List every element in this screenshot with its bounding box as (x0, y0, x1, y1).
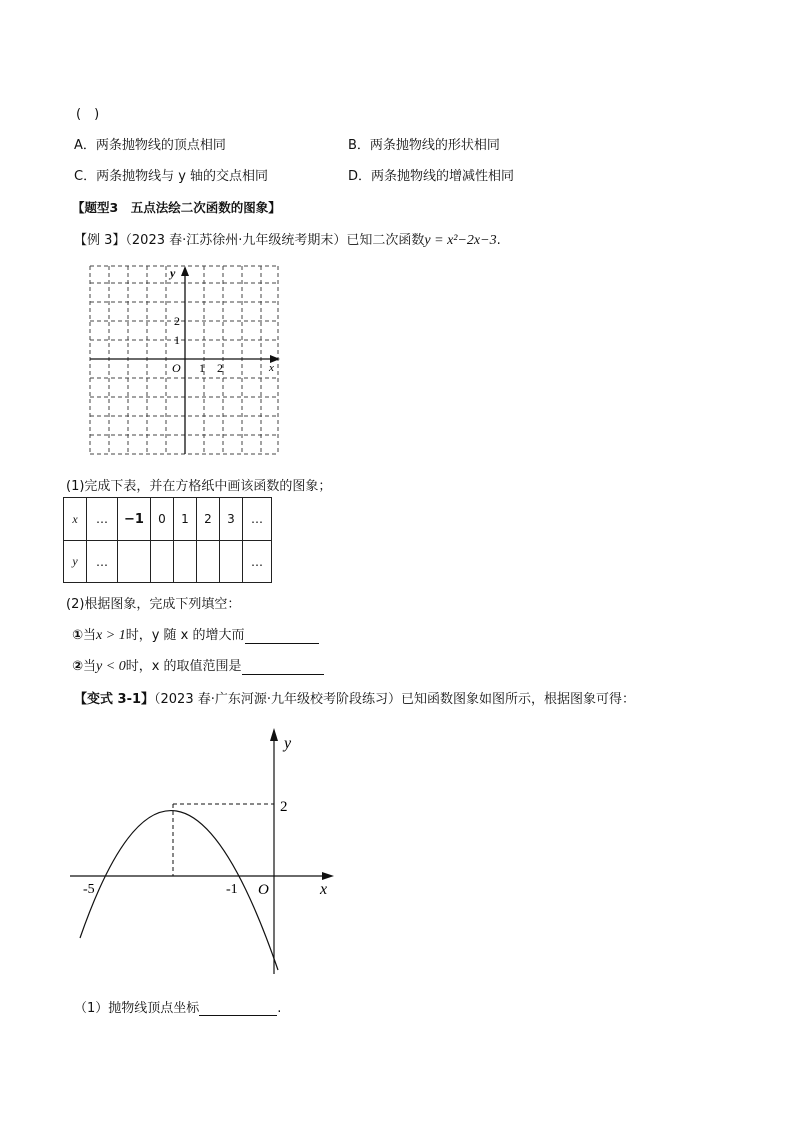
option-d (348, 165, 514, 184)
table-cell: 3 (220, 498, 243, 541)
example-tag: 【例 3】 (74, 233, 126, 248)
table-cell: … (243, 498, 272, 541)
table-cell: … (87, 498, 118, 541)
option-c (74, 165, 268, 184)
origin-label: O (172, 361, 181, 375)
grid-lines (90, 266, 278, 454)
option-letter: C． (74, 169, 97, 184)
table-cell: 1 (174, 498, 197, 541)
variant-question-1 (74, 997, 281, 1016)
sub1-condition: x > 1 (96, 628, 126, 643)
option-text: 两条抛物线的增减性相同 (371, 169, 515, 184)
x-tick-label-1: 1 (199, 361, 205, 375)
sub2-pre: 当 (83, 659, 97, 674)
table-cell: y (64, 541, 87, 583)
table-cell-blank (197, 541, 220, 583)
option-a (74, 134, 226, 153)
circled-2-icon: ② (72, 659, 84, 674)
table-cell: 0 (151, 498, 174, 541)
variant-tag: 【变式 3-1】 (74, 692, 155, 707)
grid-paper (86, 262, 286, 458)
q1-text: （1）抛物线顶点坐标 (74, 1001, 200, 1016)
q1-end: . (277, 1001, 282, 1016)
vertex-y-label: 2 (280, 799, 288, 815)
y-axis-label: y (170, 266, 176, 280)
part-2-text: (2)根据图象，完成下列填空： (66, 597, 241, 612)
option-b (348, 134, 500, 153)
option-letter: D． (348, 169, 372, 184)
section-title: 【题型3 五点法绘二次函数的图象】 (72, 200, 281, 215)
option-letter: B． (348, 138, 370, 153)
example-stem: 已知二次函数 (346, 233, 425, 248)
option-letter: A． (74, 138, 96, 153)
table-cell-blank (220, 541, 243, 583)
answer-paren: ( ) (76, 107, 100, 122)
table-row-y (64, 541, 272, 583)
value-table (63, 497, 272, 583)
y-axis-label: y (284, 735, 292, 752)
sub-question-2 (72, 655, 324, 675)
x-tick-label-2: 2 (217, 361, 223, 375)
table-cell: x (64, 498, 87, 541)
x-axis-label: x (320, 881, 328, 898)
table-cell-blank (118, 541, 151, 583)
part-1-text: (1)完成下表，并在方格纸中画该函数的图象； (66, 479, 332, 494)
table-cell: … (87, 541, 118, 583)
origin-label: O (258, 882, 269, 898)
table-cell: 2 (197, 498, 220, 541)
x-axis-label: x (269, 362, 274, 374)
option-text: 两条抛物线与 y 轴的交点相同 (96, 169, 269, 184)
root-right-label: -1 (226, 882, 238, 897)
option-text: 两条抛物线的形状相同 (369, 138, 500, 153)
example-period: . (496, 233, 501, 248)
answer-blank[interactable] (199, 1001, 277, 1016)
y-axis-arrow-icon (270, 728, 278, 741)
sub2-condition: y < 0 (96, 659, 126, 674)
table-row-x (64, 498, 272, 541)
circled-1-icon: ① (72, 628, 84, 643)
answer-blank[interactable] (245, 629, 319, 644)
example-source: （2023 春·江苏徐州·九年级统考期末） (125, 233, 347, 248)
example-3-stem (74, 229, 501, 249)
sub1-post: 时，y 随 x 的增大而 (125, 628, 245, 643)
variant-source: （2023 春·广东河源·九年级校考阶段练习） (154, 692, 401, 707)
variant-stem (74, 688, 635, 707)
example-formula: y = x²−2x−3 (424, 233, 497, 248)
y-tick-label-1: 1 (174, 333, 180, 347)
root-left-label: -5 (83, 882, 95, 897)
option-text: 两条抛物线的顶点相同 (95, 138, 226, 153)
answer-blank[interactable] (242, 660, 324, 675)
table-cell: −1 (118, 498, 151, 541)
sub-question-1 (72, 624, 319, 644)
parabola-graph (66, 722, 346, 982)
table-cell-blank (151, 541, 174, 583)
sub1-pre: 当 (83, 628, 97, 643)
y-axis-arrow-icon (181, 266, 189, 276)
sub2-post: 时，x 的取值范围是 (125, 659, 242, 674)
y-tick-label-2: 2 (174, 314, 180, 328)
parabola-curve (80, 811, 278, 970)
table-cell: … (243, 541, 272, 583)
table-cell-blank (174, 541, 197, 583)
x-axis-arrow-icon (322, 872, 334, 880)
variant-text: 已知函数图象如图所示，根据图象可得： (401, 692, 636, 707)
